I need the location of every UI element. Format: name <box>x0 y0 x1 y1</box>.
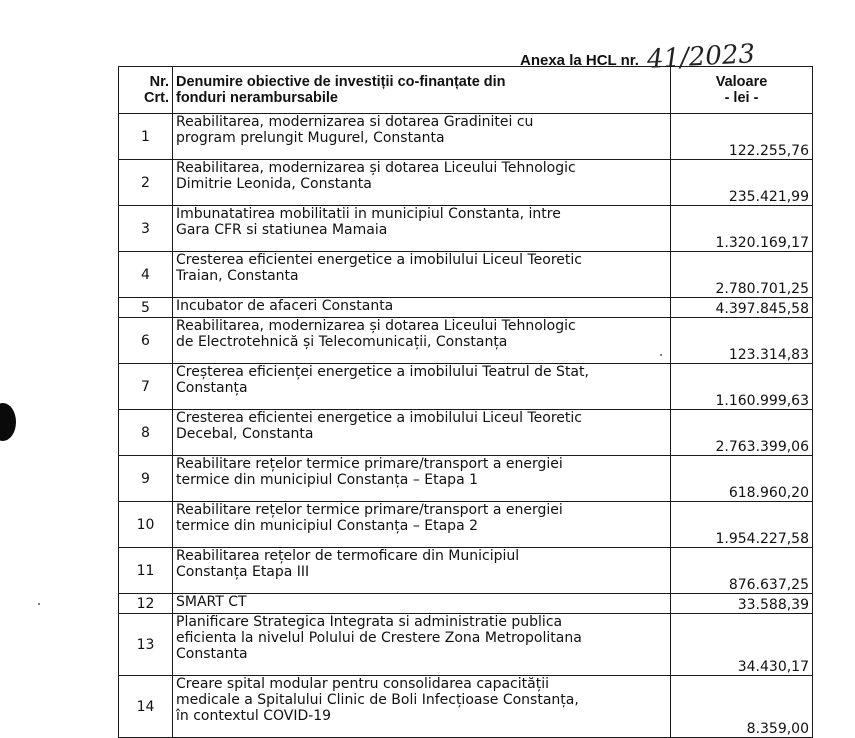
table-row <box>119 206 813 252</box>
table-row <box>119 594 813 614</box>
table-row <box>119 160 813 206</box>
objective-name <box>173 206 671 252</box>
objective-name <box>173 252 671 298</box>
header-value-line2: - lei - <box>724 90 759 106</box>
row-number: 9 <box>119 456 173 502</box>
objective-name-line: în contextul COVID-19 <box>176 708 332 724</box>
objective-name-line: termice din municipiul Constanța – Etapa 1 <box>176 472 479 488</box>
objective-name-line: Creare spital modular pentru consolidarea capacității <box>176 676 549 692</box>
row-number: 14 <box>119 676 173 738</box>
annex-label: Anexa la HCL nr. <box>520 52 639 69</box>
annex-header <box>520 30 756 75</box>
table-header-row <box>119 67 813 114</box>
objective-name-line: Planificare Strategica Integrata si administratie publica <box>176 614 563 630</box>
table-row <box>119 676 813 738</box>
objective-value: 1.320.169,17 <box>671 206 813 252</box>
objective-name-line: Cresterea eficientei energetice a imobilului Liceul Teoretic <box>176 410 582 426</box>
header-nr-line1: Nr. <box>149 74 169 90</box>
objective-value: 1.160.999,63 <box>671 364 813 410</box>
header-name-line1: Denumire obiective de investiții co-finanțate din <box>176 74 506 90</box>
row-number: 3 <box>119 206 173 252</box>
table-row <box>119 410 813 456</box>
objective-name-line: Reabilitare rețelor termice primare/transport a energiei <box>176 502 563 518</box>
objective-name-line: Traian, Constanta <box>176 268 299 284</box>
row-number: 11 <box>119 548 173 594</box>
objective-name-line: Constanta <box>176 646 248 662</box>
header-objective-name <box>173 67 671 114</box>
objective-name-line: Decebal, Constanta <box>176 426 314 442</box>
row-number: 5 <box>119 298 173 318</box>
objective-name <box>173 502 671 548</box>
scan-hole-mark <box>0 403 16 441</box>
table-row <box>119 364 813 410</box>
row-number: 7 <box>119 364 173 410</box>
header-nr-crt <box>119 67 173 114</box>
row-number: 6 <box>119 318 173 364</box>
table-row <box>119 456 813 502</box>
table-row <box>119 114 813 160</box>
objective-name-line: Reabilitarea, modernizarea și dotarea Liceului Tehnologic <box>176 160 576 176</box>
row-number: 1 <box>119 114 173 160</box>
objective-value: 2.780.701,25 <box>671 252 813 298</box>
objective-name <box>173 318 671 364</box>
objective-name-line: Constanța <box>176 380 248 396</box>
handwritten-decision-number: 41/2023 <box>646 39 756 75</box>
row-number: 12 <box>119 594 173 614</box>
row-number: 8 <box>119 410 173 456</box>
objective-name-line: program prelungit Mugurel, Constanta <box>176 130 445 146</box>
objective-value: 4.397.845,58 <box>671 298 813 318</box>
row-number: 4 <box>119 252 173 298</box>
table-row <box>119 252 813 298</box>
objective-value: 1.954.227,58 <box>671 502 813 548</box>
objective-name-line: Dimitrie Leonida, Constanta <box>176 176 372 192</box>
objective-value: 618.960,20 <box>671 456 813 502</box>
row-number: 10 <box>119 502 173 548</box>
investments-table <box>118 66 813 738</box>
objective-name-line: Incubator de afaceri Constanta <box>176 298 394 314</box>
objective-name-line: Gara CFR si statiunea Mamaia <box>176 222 388 238</box>
objective-name <box>173 676 671 738</box>
objective-name <box>173 364 671 410</box>
objective-name-line: Reabilitarea, modernizarea si dotarea Gradinitei cu <box>176 114 534 130</box>
table-body <box>119 114 813 738</box>
objective-name-line: Creșterea eficienței energetice a imobilului Teatrul de Stat, <box>176 364 589 380</box>
row-number: 2 <box>119 160 173 206</box>
header-name-line2: fonduri nerambursabile <box>176 90 338 106</box>
table-row <box>119 614 813 676</box>
header-value <box>671 67 813 114</box>
objective-name-line: Reabilitare rețelor termice primare/transport a energiei <box>176 456 563 472</box>
table-row <box>119 502 813 548</box>
objective-name-line: Cresterea eficientei energetice a imobilului Liceul Teoretic <box>176 252 582 268</box>
objective-value: 8.359,00 <box>671 676 813 738</box>
objective-name <box>173 114 671 160</box>
objective-name-line: Reabilitarea rețelor de termoficare din Municipiul <box>176 548 520 564</box>
objective-value: 34.430,17 <box>671 614 813 676</box>
objective-name-line: termice din municipiul Constanța – Etapa 2 <box>176 518 479 534</box>
objective-value: 33.588,39 <box>671 594 813 614</box>
objective-value: 235.421,99 <box>671 160 813 206</box>
objective-name-line: de Electrotehnică și Telecomunicații, Constanța <box>176 334 508 350</box>
objective-name-line: medicale a Spitalului Clinic de Boli Infecțioase Constanța, <box>176 692 579 708</box>
objective-name-line: Reabilitarea, modernizarea și dotarea Liceului Tehnologic <box>176 318 576 334</box>
objective-value: 122.255,76 <box>671 114 813 160</box>
objective-name <box>173 456 671 502</box>
objective-name-line: Constanța Etapa III <box>176 564 310 580</box>
objective-name-line: SMART CT <box>176 594 247 610</box>
objective-value: 123.314,83 <box>671 318 813 364</box>
objective-name-line: Imbunatatirea mobilitatii in municipiul Constanta, intre <box>176 206 561 222</box>
objective-name <box>173 594 671 614</box>
row-number: 13 <box>119 614 173 676</box>
objective-name <box>173 410 671 456</box>
objective-name <box>173 614 671 676</box>
header-nr-line2: Crt. <box>144 90 169 106</box>
objective-value: 2.763.399,06 <box>671 410 813 456</box>
objective-name <box>173 160 671 206</box>
table-row <box>119 318 813 364</box>
objective-name-line: eficienta la nivelul Polului de Crestere Zona Metropolitana <box>176 630 582 646</box>
objective-name <box>173 548 671 594</box>
header-value-line1: Valoare <box>715 74 768 90</box>
scan-speck <box>38 603 40 605</box>
table-row <box>119 298 813 318</box>
objective-name <box>173 298 671 318</box>
objective-value: 876.637,25 <box>671 548 813 594</box>
table-row <box>119 548 813 594</box>
